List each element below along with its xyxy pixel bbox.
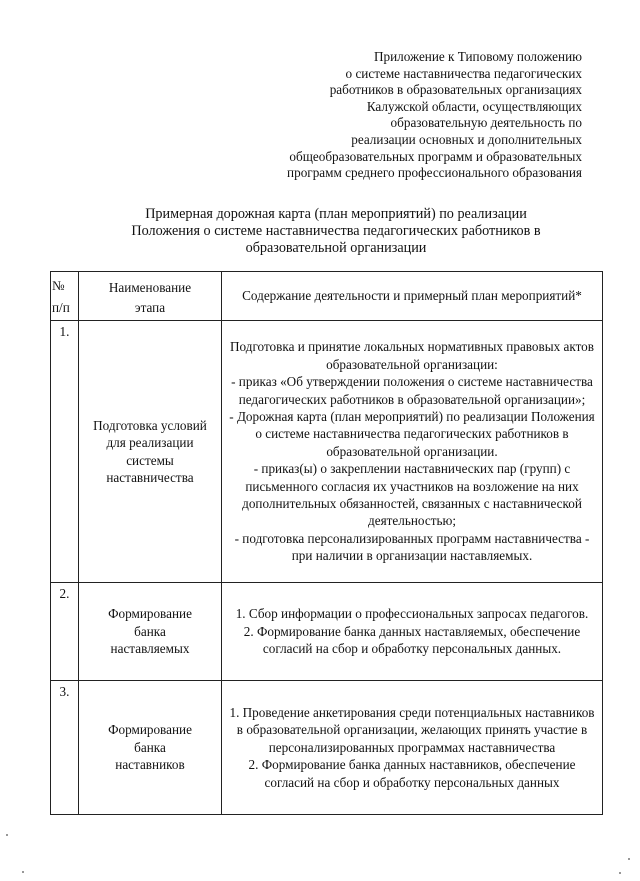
table-header-row <box>51 272 603 321</box>
table-row <box>51 583 603 681</box>
scan-speck <box>22 871 24 873</box>
row-number: 2. <box>51 583 79 681</box>
annex-line: программ среднего профессионального образования <box>287 165 582 181</box>
title-line: образовательной организации <box>245 240 427 257</box>
annex-line: образовательную деятельность по <box>390 115 582 131</box>
annex-line: Калужской области, осуществляющих <box>366 98 582 114</box>
annex-line: о системе наставничества педагогических <box>345 65 582 81</box>
row-content: 1. Сбор информации о профессиональных запросах педагогов. 2. Формирование банка данных наставляемых, обеспечение согласий на сбор и обработку персональных данных. <box>222 583 603 681</box>
table-row <box>51 681 603 815</box>
row-stage: Формирование банка наставников <box>79 681 222 815</box>
scan-speck <box>619 872 621 874</box>
row-number: 3. <box>51 681 79 815</box>
row-content: 1. Проведение анкетирования среди потенциальных наставников в образовательной организации, желающих принять участие в персонализированных программах наставничества 2. Формирование банка данных наставников, обеспечение согласий на сбор и обработку персональных данных <box>222 681 603 815</box>
scan-speck <box>628 858 630 860</box>
document-title <box>52 206 620 258</box>
title-line: Положения о системе наставничества педагогических работников в <box>131 223 541 240</box>
annex-reference <box>260 49 582 182</box>
annex-line: Приложение к Типовому положению <box>373 49 582 64</box>
row-stage: Формирование банка наставляемых <box>79 583 222 681</box>
title-line: Примерная дорожная карта (план мероприятий) по реализации <box>145 206 527 222</box>
annex-line: реализации основных и дополнительных <box>351 131 582 147</box>
header-content: Содержание деятельности и примерный план мероприятий* <box>222 272 603 321</box>
row-stage: Подготовка условий для реализации системы наставничества <box>79 321 222 583</box>
table-row <box>51 321 603 583</box>
row-content: Подготовка и принятие локальных нормативных правовых актов образовательной организации: - приказ «Об утверждении положения о системе наставничества педагогических работников в образовательной организации»; - Дорожная карта (план мероприятий) по реализации Положения о системе наставничества педагогических работников в образовательной организации. - приказ(ы) о закреплении наставнических пар (групп) с письменного согласия их участников на возложение на них дополнительных обязанностей, связанных с наставнической деятельностью; - подготовка персонализированных программ наставничества - при наличии в организации наставляемых. <box>222 321 603 583</box>
annex-line: общеобразовательных программ и образовательных <box>289 148 582 164</box>
roadmap-table <box>50 271 603 815</box>
row-number: 1. <box>51 321 79 583</box>
header-stage-name: Наименование этапа <box>79 272 222 321</box>
header-number: № п/п <box>51 272 79 321</box>
annex-line: работников в образовательных организациях <box>329 82 582 98</box>
scan-speck <box>6 834 8 836</box>
